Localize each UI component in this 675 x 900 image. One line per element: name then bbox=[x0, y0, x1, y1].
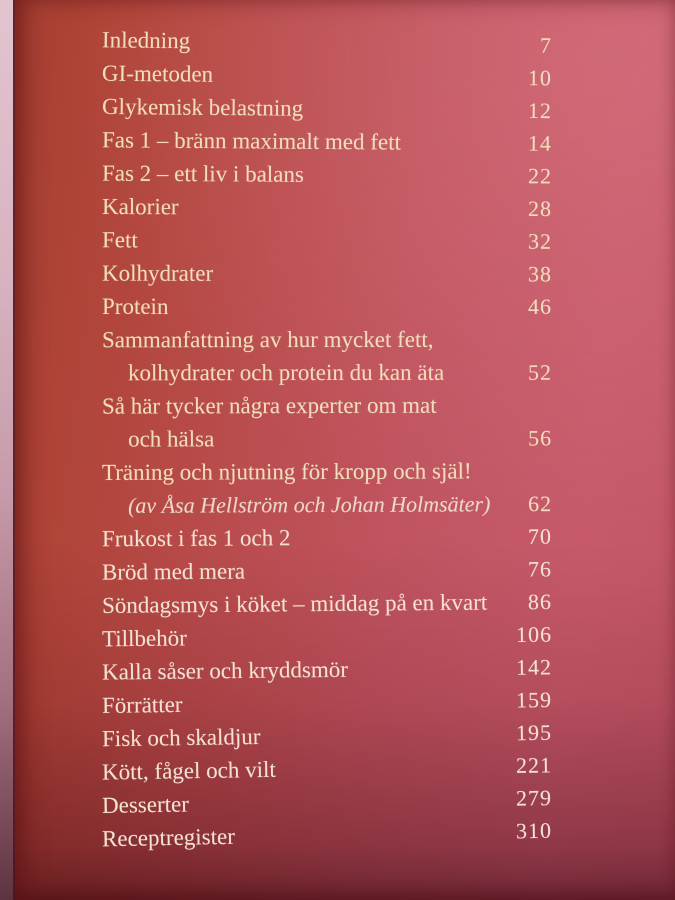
toc-entry-title bbox=[102, 57, 528, 95]
toc-page-number: 10 bbox=[527, 65, 553, 91]
toc-page-number: 106 bbox=[515, 621, 553, 648]
toc-entry-title-line: Protein bbox=[101, 293, 169, 319]
toc-entry-title-line: Träning och njutning för kropp och själ! bbox=[101, 458, 472, 485]
toc-page-number: 56 bbox=[528, 425, 553, 451]
toc-entry-title-line: Tillbehör bbox=[101, 625, 187, 652]
book-page bbox=[13, 0, 675, 900]
toc-page-number: 310 bbox=[515, 817, 553, 844]
toc-page-number: 7 bbox=[539, 32, 553, 58]
toc-entry bbox=[102, 585, 552, 622]
toc-entry bbox=[102, 90, 552, 127]
toc-entry bbox=[102, 454, 552, 522]
toc-entry-title bbox=[102, 585, 528, 622]
toc-page-number: 159 bbox=[515, 687, 553, 713]
toc-entry-title bbox=[102, 257, 528, 291]
toc-page-number: 279 bbox=[515, 785, 553, 811]
toc-entry-title-line: Bröd med mera bbox=[101, 558, 246, 585]
toc-entry-title-line: (av Åsa Hellström och Johan Holmsäter) bbox=[128, 491, 491, 518]
toc-entry-title-line: Kalorier bbox=[101, 193, 179, 220]
toc-page-number: 46 bbox=[527, 294, 553, 320]
toc-entry-title bbox=[102, 23, 540, 61]
toc-entry-title-line: Inledning bbox=[101, 27, 191, 54]
toc-entry-title-line: och hälsa bbox=[128, 426, 215, 452]
toc-entry-title-line: Frukost i fas 1 och 2 bbox=[101, 525, 291, 552]
toc-entry-title-line: Fas 1 – bränn maximalt med fett bbox=[101, 127, 402, 155]
toc-entry-title bbox=[102, 454, 528, 522]
toc-entry-title-line: GI-metoden bbox=[101, 60, 214, 87]
toc-entry-title bbox=[102, 814, 517, 855]
toc-page-number: 195 bbox=[515, 719, 553, 746]
toc-page-number: 12 bbox=[527, 97, 553, 124]
toc-entry bbox=[102, 323, 552, 390]
toc-entry-title bbox=[102, 520, 528, 555]
toc-page-number: 76 bbox=[527, 556, 553, 582]
toc-entry-title-line: Receptregister bbox=[101, 823, 236, 852]
toc-page-number: 142 bbox=[515, 654, 553, 680]
toc-page-number: 14 bbox=[527, 130, 553, 156]
toc-page-number: 70 bbox=[527, 523, 553, 549]
toc-entry-title-line: Förrätter bbox=[101, 691, 183, 718]
toc-entry-title bbox=[102, 553, 528, 589]
toc-entry bbox=[102, 552, 552, 588]
toc-entry-title bbox=[102, 651, 516, 689]
toc-entry-title bbox=[102, 323, 528, 390]
toc-entry bbox=[102, 650, 552, 688]
toc-entry-title bbox=[102, 90, 528, 127]
toc-entry bbox=[102, 257, 552, 291]
toc-entry-title-line: Glykemisk belastning bbox=[101, 93, 304, 121]
toc-entry-title bbox=[102, 123, 528, 159]
toc-entry-title bbox=[102, 290, 528, 323]
toc-entry bbox=[102, 618, 552, 656]
toc-page-number: 221 bbox=[515, 752, 553, 778]
toc-entry-title bbox=[102, 618, 516, 655]
toc-page-number: 28 bbox=[527, 195, 553, 222]
toc-entry bbox=[102, 123, 552, 159]
toc-entry-title-line: Sammanfattning av hur mycket fett, bbox=[101, 326, 434, 353]
toc-page-number: 62 bbox=[528, 491, 553, 517]
toc-entry-title-line: Söndagsmys i köket – middag på en kvart bbox=[101, 589, 488, 618]
toc-page-number: 52 bbox=[528, 359, 553, 385]
toc-entry-title-line: Kött, fågel och vilt bbox=[101, 756, 276, 785]
toc-entry bbox=[102, 157, 552, 193]
toc-entry-title bbox=[102, 157, 528, 193]
toc-entry bbox=[102, 190, 552, 225]
toc-page-number: 86 bbox=[527, 589, 553, 615]
toc-page-number: 22 bbox=[527, 163, 553, 189]
toc-entry-title-line: Kalla såser och kryddsmör bbox=[101, 656, 349, 685]
toc-entry bbox=[102, 23, 552, 61]
toc-entry bbox=[102, 290, 552, 323]
toc-entry-title-line: Fisk och skaldjur bbox=[101, 723, 261, 752]
toc-entry-title bbox=[102, 223, 528, 257]
toc-entry-title-line: Så här tycker några experter om mat bbox=[101, 392, 437, 419]
toc-entry bbox=[102, 57, 552, 95]
toc-entry-title bbox=[102, 190, 528, 225]
toc-entry-title-line: Desserter bbox=[101, 791, 190, 818]
toc-entry-title-line: kolhydrater och protein du kan äta bbox=[128, 359, 445, 386]
toc-entry-title bbox=[102, 388, 528, 455]
toc-entry-title-line: Fas 2 – ett liv i balans bbox=[101, 160, 304, 187]
toc-entry bbox=[102, 520, 552, 556]
toc-page-number: 38 bbox=[527, 261, 553, 287]
table-of-contents bbox=[15, 0, 552, 851]
toc-entry-title-line: Fett bbox=[101, 227, 138, 253]
toc-entry bbox=[102, 223, 552, 257]
toc-entry-title-line: Kolhydrater bbox=[101, 260, 214, 286]
toc-entry bbox=[102, 388, 552, 455]
toc-page-number: 32 bbox=[527, 228, 553, 254]
